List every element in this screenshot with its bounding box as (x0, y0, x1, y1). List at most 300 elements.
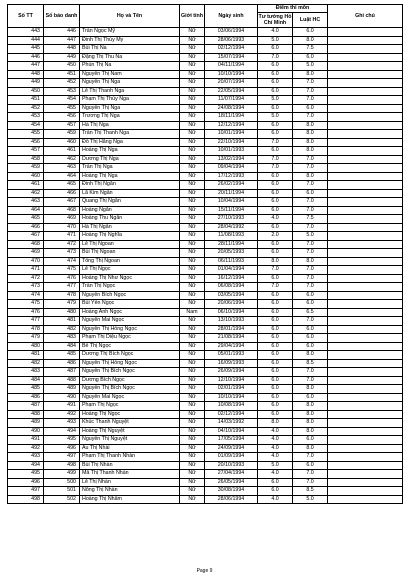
row-stt: 474 (8, 291, 44, 300)
table-row (8, 257, 403, 266)
row-gender: Nữ (180, 53, 205, 62)
row-stt: 492 (8, 444, 44, 453)
row-dob: 18/11/1994 (205, 113, 258, 122)
row-dob: 06/10/1994 (205, 308, 258, 317)
row-name: Nguyễn Mai Ngọc (80, 393, 180, 402)
row-stt: 466 (8, 223, 44, 232)
row-name: Trần Thị Ngọc (80, 283, 180, 292)
row-name: Nguyễn Thị Nga (80, 104, 180, 113)
row-note (328, 427, 403, 436)
row-score-1: 6.0 (258, 223, 293, 232)
row-score-1: 8.0 (258, 257, 293, 266)
row-sbd: 473 (44, 249, 80, 258)
row-gender: Nữ (180, 198, 205, 207)
table-row (8, 436, 403, 445)
row-name: Nguyễn Thị Nga (80, 79, 180, 88)
row-score-1: 6.0 (258, 291, 293, 300)
table-row (8, 232, 403, 241)
row-score-1: 4.0 (258, 28, 293, 37)
row-sbd: 462 (44, 155, 80, 164)
row-sbd: 463 (44, 164, 80, 173)
row-score-2: 7.0 (293, 223, 328, 232)
row-sbd: 479 (44, 300, 80, 309)
table-row (8, 138, 403, 147)
row-name: Nông Thị Nhàn (80, 487, 180, 496)
table-row (8, 45, 403, 54)
row-sbd: 488 (44, 376, 80, 385)
row-sbd: 447 (44, 36, 80, 45)
row-stt: 483 (8, 368, 44, 377)
row-gender: Nữ (180, 274, 205, 283)
row-note (328, 79, 403, 88)
row-gender: Nữ (180, 351, 205, 360)
row-name: Bùi Thị Na (80, 45, 180, 54)
row-name: Phùn Thị Na (80, 62, 180, 71)
row-score-2: 8.0 (293, 70, 328, 79)
row-score-2: 6.0 (293, 104, 328, 113)
row-score-2: 7.0 (293, 87, 328, 96)
row-stt: 462 (8, 189, 44, 198)
row-dob: 13/02/1994 (205, 155, 258, 164)
table-row (8, 317, 403, 326)
row-gender: Nữ (180, 266, 205, 275)
row-score-1: 6.0 (258, 240, 293, 249)
row-sbd: 501 (44, 487, 80, 496)
table-row (8, 206, 403, 215)
row-sbd: 497 (44, 453, 80, 462)
table-row (8, 393, 403, 402)
row-sbd: 449 (44, 53, 80, 62)
table-row (8, 385, 403, 394)
row-name: Nguyễn Thị Hồng Ngọc (80, 359, 180, 368)
table-row (8, 215, 403, 224)
row-name: Hà Thị Nga (80, 121, 180, 130)
row-dob: 16/09/1993 (205, 359, 258, 368)
row-score-2: 7.0 (293, 453, 328, 462)
table-row (8, 36, 403, 45)
row-gender: Nữ (180, 87, 205, 96)
row-stt: 493 (8, 453, 44, 462)
row-stt: 491 (8, 436, 44, 445)
header-dob: Ngày sinh (205, 5, 258, 28)
row-name: Nguyễn Thị Bích Ngọc (80, 385, 180, 394)
row-sbd: 455 (44, 104, 80, 113)
row-sbd: 484 (44, 342, 80, 351)
table-row (8, 181, 403, 190)
row-name: Bùi Yến Ngọc (80, 300, 180, 309)
row-score-1: 7.0 (258, 53, 293, 62)
row-score-1: 6.0 (258, 317, 293, 326)
row-stt: 444 (8, 36, 44, 45)
row-score-1: 5.0 (258, 113, 293, 122)
table-row (8, 164, 403, 173)
row-score-2: 7.0 (293, 79, 328, 88)
row-note (328, 419, 403, 428)
row-dob: 28/01/1994 (205, 325, 258, 334)
row-sbd: 474 (44, 257, 80, 266)
row-score-1: 5.0 (258, 96, 293, 105)
row-dob: 02/12/1994 (205, 410, 258, 419)
row-name: Đỗ Thị Hằng Nga (80, 138, 180, 147)
row-note (328, 215, 403, 224)
row-note (328, 402, 403, 411)
row-dob: 12/12/1994 (205, 121, 258, 130)
row-sbd: 478 (44, 291, 80, 300)
row-score-1: 4.0 (258, 453, 293, 462)
row-sbd: 496 (44, 444, 80, 453)
row-gender: Nữ (180, 453, 205, 462)
row-gender: Nữ (180, 291, 205, 300)
row-score-1: 6.0 (258, 172, 293, 181)
row-name: Phạm Thị Thúy Nga (80, 96, 180, 105)
row-gender: Nữ (180, 215, 205, 224)
row-gender: Nữ (180, 359, 205, 368)
score-table (7, 4, 403, 504)
row-stt: 458 (8, 155, 44, 164)
row-score-2: 6.0 (293, 334, 328, 343)
row-note (328, 189, 403, 198)
table-row (8, 325, 403, 334)
row-stt: 459 (8, 164, 44, 173)
row-note (328, 410, 403, 419)
row-dob: 05/01/1993 (205, 351, 258, 360)
table-row (8, 291, 403, 300)
page-footer: Page 9 (196, 568, 213, 574)
row-gender: Nữ (180, 325, 205, 334)
row-name: Đinh Thị Ngân (80, 181, 180, 190)
table-row (8, 223, 403, 232)
row-stt: 489 (8, 419, 44, 428)
row-stt: 454 (8, 121, 44, 130)
row-score-1: 2.0 (258, 232, 293, 241)
row-gender: Nữ (180, 206, 205, 215)
row-score-1: 6.0 (258, 402, 293, 411)
row-sbd: 472 (44, 240, 80, 249)
row-gender: Nữ (180, 232, 205, 241)
row-score-2: 7.0 (293, 376, 328, 385)
table-row (8, 470, 403, 479)
row-score-1: 5.0 (258, 461, 293, 470)
row-note (328, 28, 403, 37)
row-dob: 26/05/1994 (205, 478, 258, 487)
row-sbd: 499 (44, 470, 80, 479)
row-score-1: 4.0 (258, 495, 293, 504)
row-sbd: 454 (44, 96, 80, 105)
row-sbd: 460 (44, 138, 80, 147)
row-score-2: 7.0 (293, 266, 328, 275)
row-sbd: 485 (44, 351, 80, 360)
row-score-1: 7.0 (258, 155, 293, 164)
row-score-2: 7.0 (293, 113, 328, 122)
row-score-2: 7.0 (293, 96, 328, 105)
row-dob: 15/11/1994 (205, 206, 258, 215)
table-row (8, 96, 403, 105)
row-score-2: 7.5 (293, 45, 328, 54)
row-gender: Nữ (180, 172, 205, 181)
row-gender: Nữ (180, 138, 205, 147)
row-sbd: 465 (44, 181, 80, 190)
row-score-2: 6.0 (293, 342, 328, 351)
row-note (328, 436, 403, 445)
row-note (328, 291, 403, 300)
row-dob: 28/06/1993 (205, 36, 258, 45)
row-stt: 475 (8, 300, 44, 309)
row-dob: 11/08/1993 (205, 232, 258, 241)
row-score-1: 6.0 (258, 249, 293, 258)
row-dob: 20/10/1993 (205, 461, 258, 470)
row-score-2: 7.0 (293, 155, 328, 164)
row-stt: 480 (8, 342, 44, 351)
row-stt: 495 (8, 470, 44, 479)
row-stt: 470 (8, 257, 44, 266)
row-score-1: 6.0 (258, 342, 293, 351)
header-subject-2: Luật HC (293, 13, 328, 28)
row-gender: Nữ (180, 478, 205, 487)
row-stt: 473 (8, 283, 44, 292)
row-stt: 497 (8, 487, 44, 496)
row-note (328, 385, 403, 394)
row-gender: Nữ (180, 223, 205, 232)
row-note (328, 96, 403, 105)
row-name: Trần Thị Thanh Nga (80, 130, 180, 139)
row-note (328, 308, 403, 317)
row-gender: Nữ (180, 495, 205, 504)
row-note (328, 359, 403, 368)
row-dob: 10/04/1994 (205, 198, 258, 207)
row-stt: 471 (8, 266, 44, 275)
row-gender: Nữ (180, 444, 205, 453)
row-score-2: 8.0 (293, 257, 328, 266)
row-gender: Nữ (180, 155, 205, 164)
header-scores: Điểm thi môn (258, 5, 328, 13)
row-score-2: 8.0 (293, 138, 328, 147)
table-row (8, 351, 403, 360)
row-sbd: 494 (44, 427, 80, 436)
row-dob: 01/09/1994 (205, 453, 258, 462)
row-name: Dương Thị Nga (80, 155, 180, 164)
row-dob: 15/07/1994 (205, 53, 258, 62)
row-gender: Nữ (180, 121, 205, 130)
table-row (8, 444, 403, 453)
row-name: Bùi Thị Ngoan (80, 249, 180, 258)
row-dob: 22/05/1994 (205, 87, 258, 96)
row-note (328, 444, 403, 453)
row-note (328, 453, 403, 462)
row-name: Đặng Thị Thu Na (80, 53, 180, 62)
row-score-2: 7.0 (293, 181, 328, 190)
row-name: Lê Thị Ngoan (80, 240, 180, 249)
row-sbd: 452 (44, 79, 80, 88)
row-note (328, 138, 403, 147)
row-score-2: 8.0 (293, 419, 328, 428)
row-note (328, 461, 403, 470)
row-gender: Nữ (180, 436, 205, 445)
row-name: Bùi Thị Nhàn (80, 461, 180, 470)
row-stt: 450 (8, 87, 44, 96)
row-name: Hoàng Thị Nga (80, 172, 180, 181)
row-score-2: 6.5 (293, 308, 328, 317)
row-sbd: 450 (44, 62, 80, 71)
row-dob: 26/09/1994 (205, 368, 258, 377)
row-sbd: 459 (44, 130, 80, 139)
row-dob: 17/05/1994 (205, 436, 258, 445)
row-name: Nguyễn Thị Hồng Ngọc (80, 325, 180, 334)
row-score-1: 6.0 (258, 308, 293, 317)
row-gender: Nữ (180, 70, 205, 79)
row-gender: Nữ (180, 181, 205, 190)
row-note (328, 325, 403, 334)
row-score-1: 6.0 (258, 181, 293, 190)
row-stt: 465 (8, 215, 44, 224)
row-sbd: 469 (44, 215, 80, 224)
row-score-1: 6.0 (258, 478, 293, 487)
row-name: Hoàng Thị Như Ngọc (80, 274, 180, 283)
row-note (328, 104, 403, 113)
row-score-2: 6.0 (293, 53, 328, 62)
row-stt: 486 (8, 393, 44, 402)
header-note: Ghi chú (328, 5, 403, 28)
table-row (8, 308, 403, 317)
row-gender: Nữ (180, 240, 205, 249)
row-score-1: 6.0 (258, 87, 293, 96)
row-stt: 498 (8, 495, 44, 504)
table-row (8, 334, 403, 343)
row-note (328, 181, 403, 190)
table-row (8, 121, 403, 130)
row-stt: 457 (8, 147, 44, 156)
row-sbd: 477 (44, 283, 80, 292)
score-sheet (7, 4, 402, 504)
row-dob: 02/12/1994 (205, 45, 258, 54)
row-gender: Nữ (180, 317, 205, 326)
row-score-2: 8.0 (293, 172, 328, 181)
row-sbd: 502 (44, 495, 80, 504)
row-dob: 06/08/1994 (205, 283, 258, 292)
table-row (8, 453, 403, 462)
row-gender: Nữ (180, 402, 205, 411)
row-name: Dương Thị Bích Ngọc (80, 351, 180, 360)
row-note (328, 393, 403, 402)
row-sbd: 481 (44, 317, 80, 326)
table-row (8, 368, 403, 377)
row-dob: 10/10/1994 (205, 70, 258, 79)
row-score-2: 7.0 (293, 283, 328, 292)
row-score-1: 4.0 (258, 470, 293, 479)
row-score-1: 6.0 (258, 206, 293, 215)
row-score-2: 6.0 (293, 325, 328, 334)
row-note (328, 478, 403, 487)
row-sbd: 468 (44, 206, 80, 215)
table-body (8, 28, 403, 504)
row-dob: 20/05/1993 (205, 249, 258, 258)
row-dob: 20/07/1994 (205, 79, 258, 88)
row-gender: Nữ (180, 334, 205, 343)
table-row (8, 376, 403, 385)
header-gender: Giới tính (180, 5, 205, 28)
table-row (8, 495, 403, 504)
row-dob: 11/07/1994 (205, 96, 258, 105)
row-score-2: 6.0 (293, 393, 328, 402)
row-gender: Nữ (180, 113, 205, 122)
row-note (328, 274, 403, 283)
row-score-1: 6.0 (258, 104, 293, 113)
row-name: Hoàng Thị Nga (80, 147, 180, 156)
row-dob: 26/02/1994 (205, 181, 258, 190)
row-name: Nguyễn Thị Nam (80, 70, 180, 79)
row-dob: 04/10/1994 (205, 427, 258, 436)
row-name: Lê Thị Nhàn (80, 478, 180, 487)
row-sbd: 470 (44, 223, 80, 232)
table-row (8, 487, 403, 496)
header-name: Họ và Tên (80, 5, 180, 28)
row-stt: 445 (8, 45, 44, 54)
row-note (328, 121, 403, 130)
row-sbd: 446 (44, 28, 80, 37)
row-note (328, 249, 403, 258)
row-dob: 28/06/1994 (205, 495, 258, 504)
row-sbd: 480 (44, 308, 80, 317)
row-note (328, 87, 403, 96)
row-score-2: 6.0 (293, 291, 328, 300)
row-name: Dương Bích Ngọc (80, 376, 180, 385)
row-score-1: 6.0 (258, 376, 293, 385)
row-gender: Nữ (180, 28, 205, 37)
row-note (328, 495, 403, 504)
row-note (328, 232, 403, 241)
row-note (328, 223, 403, 232)
row-dob: 20/11/1994 (205, 189, 258, 198)
row-stt: 460 (8, 172, 44, 181)
row-stt: 484 (8, 376, 44, 385)
row-dob: 28/04/1992 (205, 223, 258, 232)
row-sbd: 482 (44, 325, 80, 334)
row-stt: 477 (8, 317, 44, 326)
row-stt: 456 (8, 138, 44, 147)
row-name: Trần Ngọc Mỹ (80, 28, 180, 37)
row-stt: 467 (8, 232, 44, 241)
row-score-2: 7.0 (293, 368, 328, 377)
table-row (8, 274, 403, 283)
row-gender: Nữ (180, 79, 205, 88)
row-score-2: 6.0 (293, 28, 328, 37)
table-row (8, 104, 403, 113)
row-sbd: 495 (44, 436, 80, 445)
row-score-1: 6.0 (258, 385, 293, 394)
row-score-1: 6.0 (258, 130, 293, 139)
row-stt: 449 (8, 79, 44, 88)
row-dob: 20/06/1994 (205, 300, 258, 309)
row-sbd: 487 (44, 368, 80, 377)
table-row (8, 172, 403, 181)
row-dob: 30/08/1994 (205, 487, 258, 496)
row-note (328, 147, 403, 156)
row-dob: 27/04/1994 (205, 470, 258, 479)
row-gender: Nữ (180, 164, 205, 173)
row-score-1: 6.0 (258, 70, 293, 79)
table-row (8, 402, 403, 411)
row-note (328, 257, 403, 266)
row-dob: 22/10/1994 (205, 138, 258, 147)
row-dob: 10/08/1994 (205, 402, 258, 411)
row-dob: 10/10/1994 (205, 393, 258, 402)
row-score-2: 6.0 (293, 436, 328, 445)
row-dob: 06/11/1993 (205, 257, 258, 266)
table-row (8, 62, 403, 71)
row-score-1: 6.0 (258, 62, 293, 71)
table-row (8, 461, 403, 470)
row-stt: 478 (8, 325, 44, 334)
row-dob: 17/12/1993 (205, 172, 258, 181)
